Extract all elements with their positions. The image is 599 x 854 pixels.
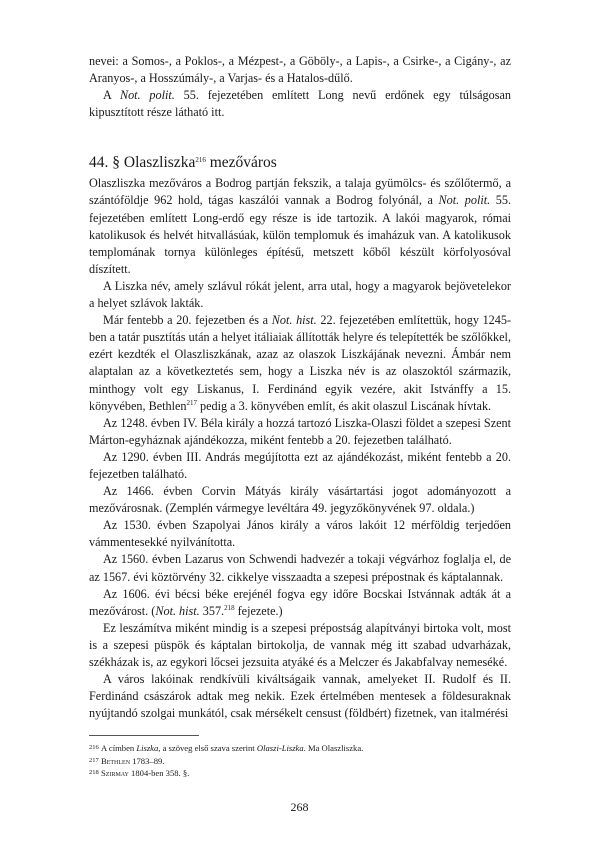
section-heading xyxy=(89,153,511,173)
paragraph: Az 1466. évben Corvin Mátyás király vásártartási jogot adományozott a mezővárosnak. (Zemplén vármegye levéltára 49. jegyzőkönyvének 97. oldala.) xyxy=(89,484,511,516)
text-run: , a szöveg első szava szerint xyxy=(158,743,257,753)
heading-text: 44. § Olaszliszka xyxy=(89,154,196,172)
text-run: 55. fejezetében említett Long-erdő egy része is ide tartozik. A lakói magyarok, római katolikusok és helvét hitvallásúak, külön templomuk és imaházuk van. A katolikusok templomának tornya különleges építésű, metszett kőből készült körfolyosóval díszített. xyxy=(89,193,511,276)
paragraph: Az 1530. évben Szapolyai János király a város lakóit 12 mérföldig terjedően vámmentesekké nyilvánította. xyxy=(89,518,511,550)
footnote-marker: 216 xyxy=(195,156,206,165)
text-run: A xyxy=(103,88,120,103)
author-name: Szirmay xyxy=(101,768,129,778)
italic-text: Liszka xyxy=(136,743,159,753)
footnote xyxy=(89,767,511,780)
footnote-number: 217 xyxy=(89,756,99,764)
text-run: 357. xyxy=(199,603,225,618)
italic-reference: Not. polit. xyxy=(119,88,175,103)
footnote-text xyxy=(101,767,189,780)
italic-reference: Not. polit. xyxy=(438,193,491,208)
italic-reference: Not. hist. xyxy=(271,313,317,328)
footnote xyxy=(89,742,511,755)
text-run: pedig a 3. könyvében említ, és akit olaszul Liscának hívtak. xyxy=(196,398,492,413)
paragraph xyxy=(89,175,511,278)
author-name: Bethlen xyxy=(101,755,131,766)
footnote-text xyxy=(101,755,164,768)
footnote-text xyxy=(101,742,363,755)
paragraph: Az 1290. évben III. András megújította ezt az ajándékozást, miként fentebb a 20. fejezetben található. xyxy=(89,449,511,481)
text-run: Az 1606. évi bécsi béke erejénél fogva egy időre Bocskai Istvánnak adták át a mezővárost. ( xyxy=(89,586,511,618)
footnote-separator xyxy=(89,735,199,736)
text-run: Már fentebb a 20. fejezetben és a xyxy=(103,313,272,328)
text-run: Olaszliszka mezőváros a Bodrog partján fekszik, a talaja gyümölcs- és szőlőtermő, a szántóföldje 962 hold, tágas kaszálói vannak a Bodrog folyónál, a xyxy=(89,176,511,208)
paragraph: A város lakóinak rendkívüli kiváltságaik vannak, amelyeket II. Rudolf és II. Ferdinánd császárok adtak meg nekik. Ezek értelmében mentesek a földesuraknak nyújtandó szolgai munkától, csak mérsékelt censust (földbért) fizetnek, van italmérési xyxy=(89,672,511,721)
paragraph xyxy=(89,87,511,121)
text-run: A címben xyxy=(101,743,137,753)
text-run: 1804-ben 358. §. xyxy=(128,768,190,778)
paragraph: nevei: a Somos-, a Poklos-, a Mézpest-, a Göböly-, a Lapis-, a Csirke-, a Cigány-, az Aranyos-, a Hosszúmály-, a Varjas- és a Hatalos-dűlő. xyxy=(89,54,511,86)
footnotes xyxy=(89,742,511,780)
paragraph xyxy=(89,586,511,620)
paragraph: A Liszka név, amely szlávul rókát jelent, arra utal, hogy a magyarok bejövetelekor a helyet szlávok lakták. xyxy=(89,278,511,311)
paragraph: Az 1560. évben Lazarus von Schwendi hadvezér a tokaji végvárhoz foglalja el, de az 1567. évi köztörvény 32. cikkelye visszaadta a szepesi prépostnak és káptalannak. xyxy=(89,552,511,584)
text-run: 55. fejezetében említett Long nevű erdőnek egy túlságosan kipusztított része látható itt. xyxy=(89,88,511,120)
italic-reference: Not. hist. xyxy=(155,603,200,618)
page-number: 268 xyxy=(290,800,309,814)
heading-text: mezőváros xyxy=(205,154,277,172)
footnote-number: 218 xyxy=(89,769,99,776)
text-run: 1783–89. xyxy=(130,755,165,766)
main-text xyxy=(89,53,511,722)
footnote xyxy=(89,755,511,768)
footnote-marker: 218 xyxy=(224,603,235,612)
text-run: . Ma Olaszliszka. xyxy=(303,743,364,753)
paragraph: Az 1248. évben IV. Béla király a hozzá tartozó Liszka-Olaszi földet a szepesi Szent Márton-egyháznak ajándékozza, miként fentebb a 20. fejezetben található. xyxy=(89,415,511,447)
footnote-marker: 217 xyxy=(186,398,197,407)
paragraph: Ez leszámítva miként mindig is a szepesi prépostság alapítványi birtoka volt, most is a szepesi püspök és káptalan birtokolja, de vannak még itt szabad udvarházak, székházak is, az egykori lőcsei jezsuita atyáké és a Melczer és Jakabfalvay nemeséké. xyxy=(89,620,511,669)
footnote-number: 216 xyxy=(89,744,99,751)
text-run: 22. fejezetében említettük, hogy 1245-ben a tatár pusztítás után a helyet itáliaiak állították helyre és telepítették be szőlőkkel, ezért kezdték el Olaszliszkának, azaz az olaszok Liszkájának nevezni. Ámbár nem alaptalan az a következtetés sem, hogy a Liszka név is az olaszoktól származik, minthogy volt egy Liskanus, I. Ferdinánd egyik vezére, akit Istvánffy a 15. könyvében, Bethlen xyxy=(89,313,512,413)
italic-text: Olaszi-Liszka xyxy=(256,743,304,753)
text-run: fejezete.) xyxy=(234,603,283,618)
paragraph xyxy=(89,312,511,415)
section-spacer xyxy=(89,121,511,153)
